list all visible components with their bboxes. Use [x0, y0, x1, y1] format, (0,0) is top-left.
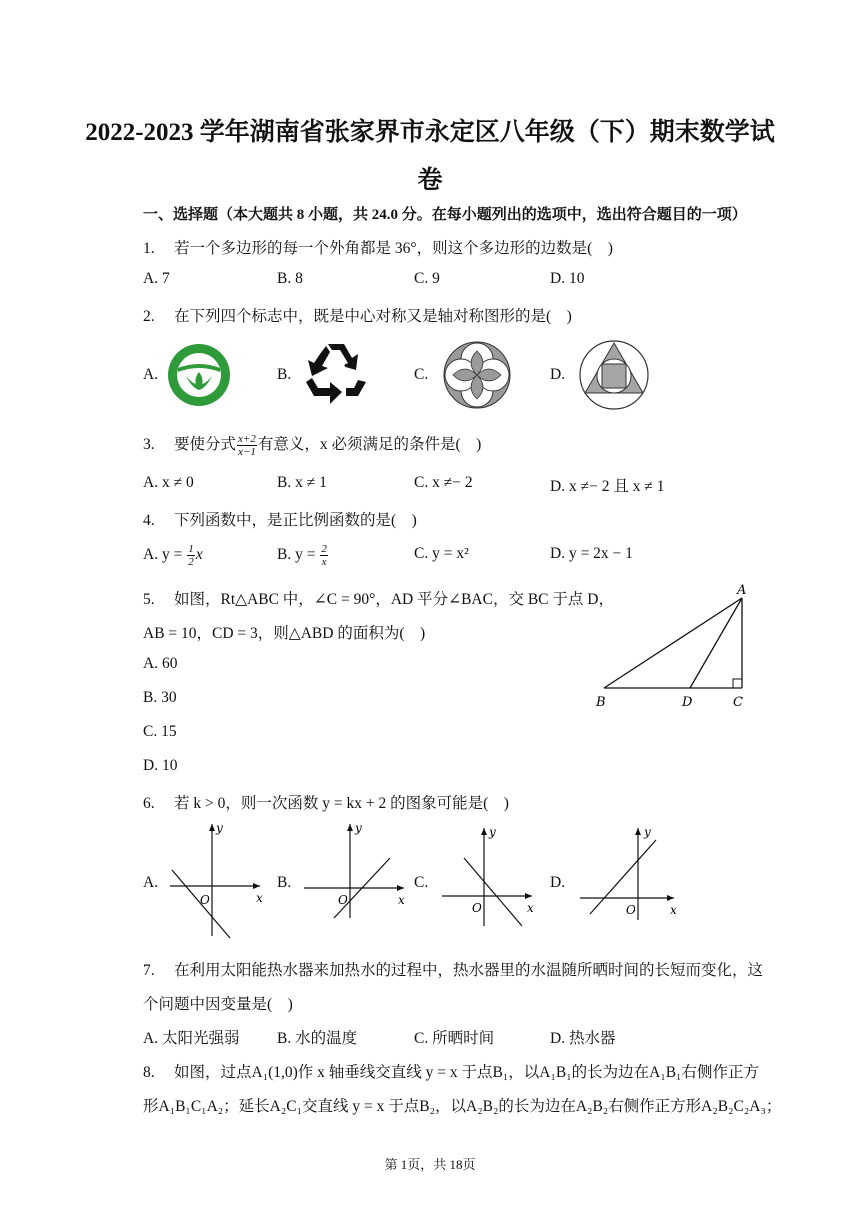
- question-3: 3. 要使分式 $\frac{x+2}{x-1}$ 有意义，x 必须满足的条件是( ): [143, 432, 482, 458]
- q4-option-d: D. y = 2x − 1: [550, 545, 633, 562]
- label-b: B: [596, 695, 606, 710]
- label-d: D: [682, 695, 693, 710]
- graph-c: [438, 822, 542, 930]
- circle-triangle-square-icon: [578, 339, 650, 411]
- q6-label-d: D.: [550, 874, 566, 891]
- svg-text:O: O: [626, 903, 636, 917]
- q7-option-b: B. 水的温度: [277, 1030, 358, 1047]
- graph-b: [300, 818, 414, 922]
- page-number: 第 1页，共 18页: [384, 1157, 476, 1172]
- q5-option-d: D. 10: [143, 757, 178, 774]
- question-5-line2: AB = 10，CD = 3，则△ABD 的面积为( ): [143, 625, 426, 642]
- page-title-continued: 卷: [417, 167, 443, 194]
- q7-option-d: D. 热水器: [550, 1030, 616, 1047]
- question-7-line2: 个问题中因变量是( ): [143, 996, 293, 1013]
- svg-text:y: y: [644, 825, 651, 839]
- q6-label-b: B.: [277, 874, 292, 891]
- svg-text:O: O: [200, 893, 210, 907]
- question-5-line1: 5. 如图，Rt△ABC 中，∠C = 90°，AD 平分∠BAC，交 BC 于点 D，: [143, 591, 614, 608]
- section-heading: 一、选择题（本大题共 8 小题，共 24.0 分。在每小题列出的选项中，选出符合题目的一项）: [143, 207, 747, 223]
- q2-label-b: B.: [277, 366, 292, 383]
- label-c: C: [733, 695, 743, 710]
- svg-text:O: O: [338, 893, 348, 907]
- svg-text:y: y: [355, 821, 362, 835]
- question-2: 2. 在下列四个标志中，既是中心对称又是轴对称图形的是( ): [143, 308, 572, 325]
- svg-text:x: x: [527, 901, 534, 915]
- graph-d: [576, 822, 686, 922]
- q6-label-a: A.: [143, 874, 159, 891]
- q2-label-a: A.: [143, 366, 159, 383]
- q4-option-b: B. y = $\frac{2}{x}$: [277, 543, 327, 568]
- question-6: 6. 若 k > 0，则一次函数 y = kx + 2 的图象可能是( ): [143, 795, 509, 812]
- four-petal-circle-icon: [442, 340, 512, 410]
- q1-option-d: D. 10: [550, 270, 585, 287]
- svg-text:x: x: [398, 893, 405, 907]
- question-8-line1: 8. 如图，过点A₁(1,0)作 x 轴垂线交直线 y = x 于点B₁，以A₁B₁的长为边在A₁B₁右侧作正方: [143, 1064, 759, 1081]
- recycle-icon: [300, 338, 374, 410]
- q7-option-c: C. 所晒时间: [414, 1030, 495, 1047]
- q3-option-d: D. x ≠− 2 且 x ≠ 1: [550, 478, 665, 495]
- green-food-logo-icon: [166, 342, 232, 408]
- svg-text:x: x: [256, 891, 263, 905]
- q3-option-a: A. x ≠ 0: [143, 474, 194, 491]
- q6-label-c: C.: [414, 874, 429, 891]
- q1-option-b: B. 8: [277, 270, 303, 287]
- q3-option-b: B. x ≠ 1: [277, 474, 327, 491]
- q3-option-c: C. x ≠− 2: [414, 474, 473, 491]
- question-8-line2: 形A₁B₁C₁A₂；延长A₂C₁交直线 y = x 于点B₂，以A₂B₂的长为边在A₂B₂右侧作正方形A₂B₂C₂A₃；: [143, 1098, 782, 1115]
- svg-text:O: O: [472, 901, 482, 915]
- q1-option-c: C. 9: [414, 270, 440, 287]
- q1-option-a: A. 7: [143, 270, 170, 287]
- svg-text:y: y: [216, 821, 223, 835]
- question-4: 4. 下列函数中，是正比例函数的是( ): [143, 512, 417, 529]
- graph-a: [164, 818, 268, 942]
- question-1: 1. 若一个多边形的每一个外角都是 36°，则这个多边形的边数是( ): [143, 240, 613, 257]
- q4-option-c: C. y = x²: [414, 545, 469, 562]
- q4-option-a: A. y = $\frac{1}{2}$ x: [143, 543, 203, 568]
- q5-option-b: B. 30: [143, 689, 177, 706]
- q2-label-d: D.: [550, 366, 566, 383]
- page-title: 2022-2023 学年湖南省张家界市永定区八年级（下）期末数学试: [85, 119, 775, 146]
- svg-text:y: y: [489, 825, 496, 839]
- q7-option-a: A. 太阳光强弱: [143, 1030, 240, 1047]
- fraction: $\frac{x+2}{x-1}$: [238, 432, 256, 458]
- q2-label-c: C.: [414, 366, 429, 383]
- q5-option-a: A. 60: [143, 655, 178, 672]
- svg-text:x: x: [670, 903, 677, 917]
- triangle-abc-figure: [590, 582, 760, 714]
- label-a: A: [737, 583, 747, 598]
- question-7-line1: 7. 在利用太阳能热水器来加热水的过程中，热水器里的水温随所晒时间的长短而变化，这: [143, 962, 764, 979]
- q5-option-c: C. 15: [143, 723, 177, 740]
